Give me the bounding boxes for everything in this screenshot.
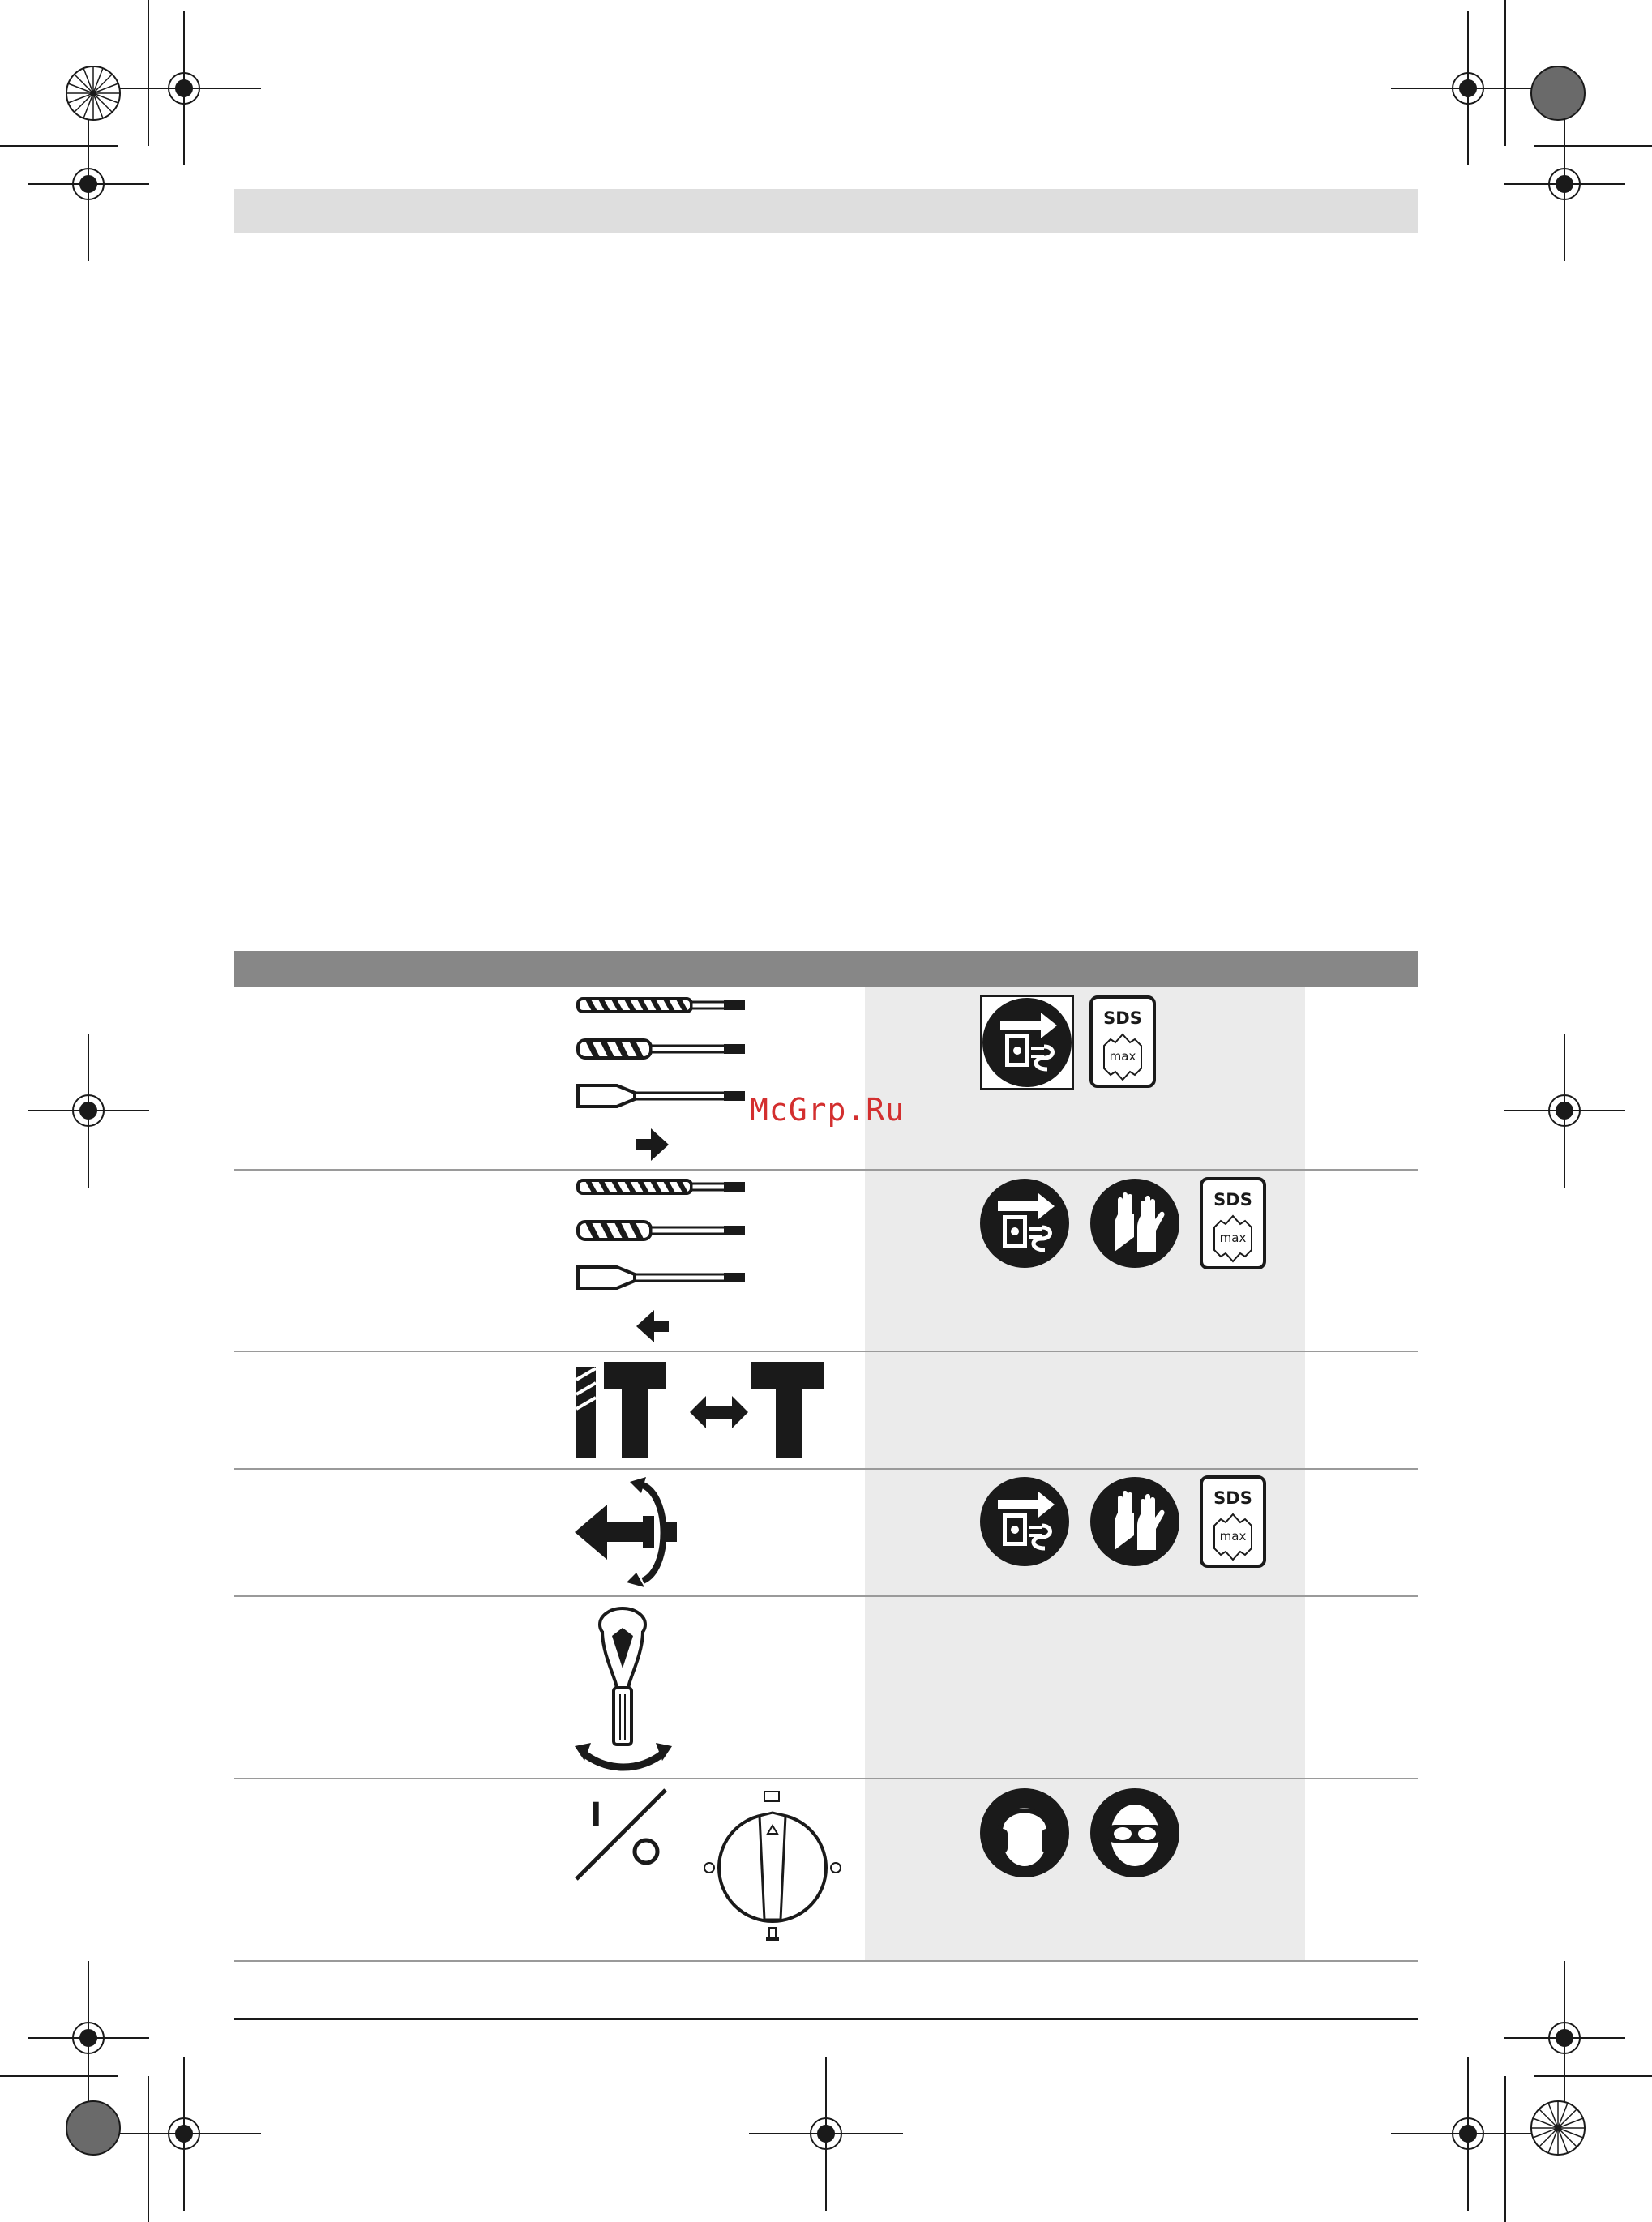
core-bit-icon — [578, 1039, 745, 1059]
row-divider — [234, 1778, 1418, 1779]
max-label: max — [1109, 1049, 1136, 1064]
row-divider — [234, 1351, 1418, 1352]
row-divider — [234, 1169, 1418, 1171]
sds-label: SDS — [1103, 1008, 1142, 1028]
switch-on-label: I — [589, 1796, 602, 1834]
on-off-switch-icon — [576, 1790, 666, 1879]
core-bit-icon — [578, 1221, 745, 1240]
gray-wheel — [1531, 66, 1585, 120]
table-header — [234, 951, 1418, 987]
footer-rule — [234, 2018, 1418, 2020]
unplug-icon — [980, 1477, 1071, 1571]
sds-max-icon — [1200, 1177, 1268, 1274]
watermark: McGrp.Ru — [750, 1092, 905, 1128]
row-divider — [234, 1468, 1418, 1470]
arrow-right-icon — [636, 1128, 669, 1161]
rotate-chisel-icon — [571, 1475, 685, 1589]
symbol-column — [865, 987, 1305, 1961]
insert-tool-pictogram — [571, 991, 766, 1161]
max-label: max — [1219, 1529, 1247, 1543]
auxiliary-handle-icon — [571, 1603, 677, 1774]
sds-label: SDS — [1213, 1190, 1252, 1209]
swap-arrow-icon — [690, 1396, 748, 1428]
starburst-wheel — [66, 66, 120, 120]
hammer-drill-mode-icon — [576, 1362, 666, 1458]
arrow-left-icon — [636, 1310, 669, 1342]
sds-label: SDS — [1213, 1488, 1252, 1508]
chisel-icon — [578, 1267, 745, 1288]
starburst-wheel — [1531, 2101, 1585, 2155]
drill-bit-icon — [578, 1180, 745, 1194]
drill-bit-icon — [578, 998, 745, 1013]
row-divider — [234, 1960, 1418, 1962]
remove-tool-pictogram — [571, 1172, 766, 1342]
mode-selector-dial-icon — [704, 1792, 841, 1941]
eye-protection-icon — [1090, 1788, 1181, 1882]
switch-pictogram — [571, 1783, 863, 1950]
sds-max-icon — [1089, 995, 1158, 1093]
ear-protection-icon — [980, 1788, 1071, 1882]
header-band — [234, 189, 1418, 233]
mode-selection-pictogram — [571, 1355, 831, 1464]
row-divider — [234, 1595, 1418, 1597]
gloves-icon — [1090, 1477, 1181, 1571]
max-label: max — [1219, 1231, 1247, 1245]
unplug-icon — [980, 1179, 1071, 1273]
gray-wheel — [66, 2101, 120, 2155]
gloves-icon — [1090, 1179, 1181, 1273]
unplug-icon — [980, 995, 1076, 1094]
sds-max-icon — [1200, 1475, 1268, 1573]
chisel-icon — [578, 1085, 745, 1107]
chisel-mode-icon — [751, 1362, 824, 1458]
